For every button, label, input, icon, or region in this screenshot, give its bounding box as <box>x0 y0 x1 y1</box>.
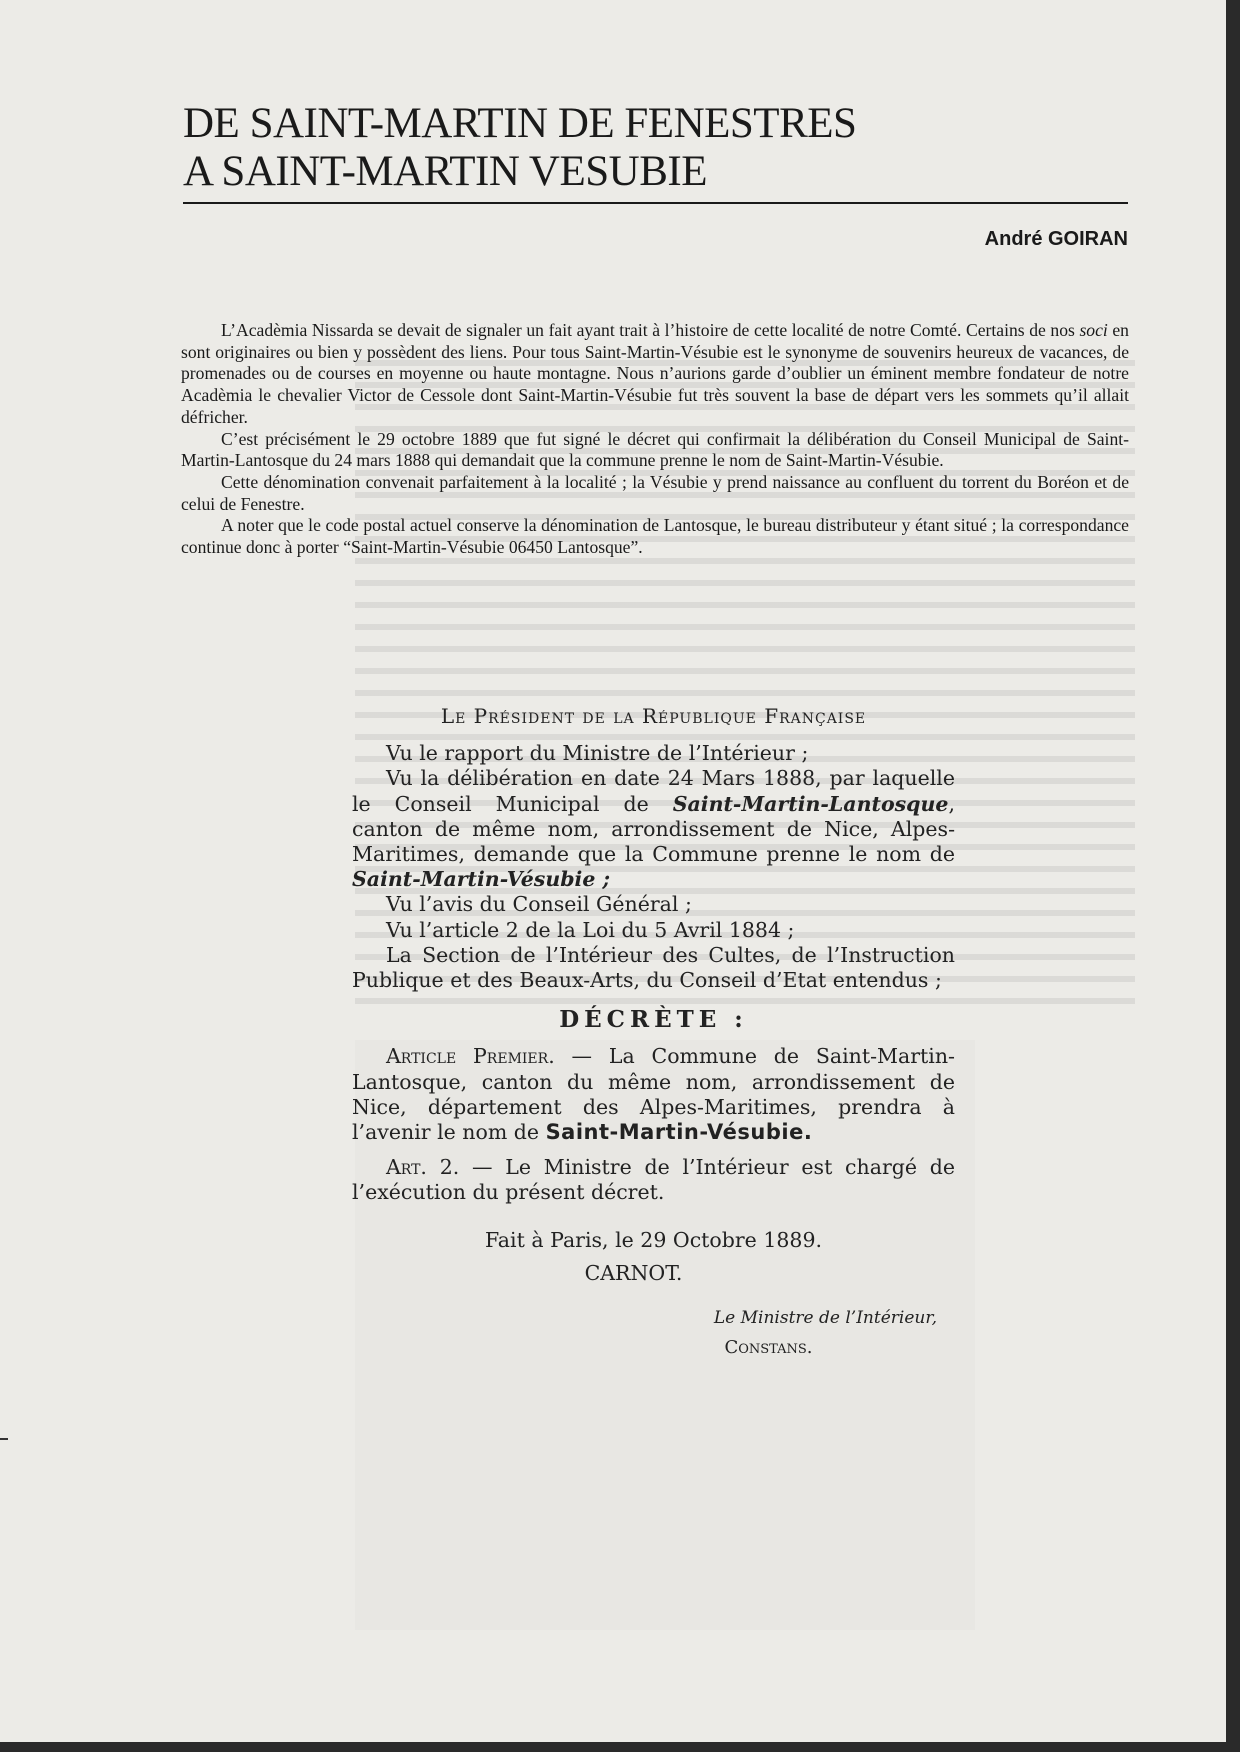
decree-vu-4: Vu l’article 2 de la Loi du 5 Avril 1884 ; <box>386 917 795 942</box>
decree-decrete: DÉCRÈTE : <box>559 1006 748 1034</box>
article-title <box>183 100 1103 196</box>
intro-paragraph-3: Cette dénomination convenait parfaitement à la localité ; la Vésubie y prend naissance au confluent du torrent du Boréon et de celui de Fenestre. <box>181 471 1129 514</box>
scan-edge-mark <box>0 1438 8 1440</box>
minister-name: Constans. <box>724 1337 813 1359</box>
decree-signature: CARNOT. <box>584 1260 683 1285</box>
decree-text <box>352 704 955 1360</box>
decree-vu-2-part1: Vu la délibération en date 24 Mars 1888, par laquelle le Conseil Municipal de <box>352 766 955 816</box>
intro-text <box>181 320 1129 559</box>
intro-p1-part2: en sont originaires ou bien y possèdent des liens. Pour tous Saint-Martin-Vésubie est le synonyme de souvenirs heureux de vacances, de promenades ou de courses en moyenne ou haute montagne. Nous n’aurions garde d’oublier un éminent membre fondateur de notre Acadèmia le chevalier Victor de Cessole dont Saint-Martin-Vésubie fut très souvent la base de départ vers les sommets qu’il allait défricher. <box>181 320 1129 427</box>
decree-vu-2-part2: , canton de même nom, arrondissement de Nice, Alpes-Maritimes, demande que la Commune prenne le nom de <box>352 791 955 867</box>
decree-date: Fait à Paris, le 29 Octobre 1889. <box>484 1227 823 1252</box>
decree-header: Le Président de la République Française <box>440 704 867 728</box>
decree-vu-1: Vu le rapport du Ministre de l’Intérieur ; <box>386 741 809 766</box>
decree-vu-2 <box>352 766 955 892</box>
decree-article-2-text: — Le Ministre de l’Intérieur est chargé de l’exécution du présent décret. <box>352 1155 956 1205</box>
title-rule <box>183 202 1128 204</box>
intro-p1-part1: L’Acadèmia Nissarda se devait de signaler un fait ayant trait à l’histoire de cette localité de notre Comté. Certains de nos <box>221 320 1080 340</box>
decree-article-1 <box>352 1044 955 1145</box>
intro-p1-soci: soci <box>1079 320 1108 340</box>
decree-article-1-label: Article Premier. <box>386 1044 555 1069</box>
author-name: André GOIRAN <box>984 228 1128 250</box>
decree-article-2 <box>352 1155 955 1205</box>
decree-old-name: Saint-Martin-Lantosque <box>672 791 949 816</box>
minister-title: Le Ministre de l’Intérieur, <box>713 1308 937 1329</box>
decree-article-1-name: Saint-Martin-Vésubie. <box>545 1120 813 1145</box>
decree-article-1-text: — La Commune de Saint-Martin-Lantosque, canton du même nom, arrondissement de Nice, département des Alpes-Maritimes, prendra à l’avenir le nom de <box>352 1044 955 1145</box>
scan-bottom-edge <box>0 1742 1240 1752</box>
decree-article-2-label: Art. 2. <box>386 1155 460 1180</box>
decree-vu-3: Vu l’avis du Conseil Général ; <box>386 892 692 917</box>
intro-paragraph-4: A noter que le code postal actuel conserve la dénomination de Lantosque, le bureau distributeur y étant situé ; la correspondance continue donc à porter “Saint-Martin-Vésubie 06450 Lantosque”. <box>181 515 1129 558</box>
intro-paragraph-1 <box>181 320 1129 429</box>
decree-vu-5: La Section de l’Intérieur des Cultes, de l’Instruction Publique et des Beaux-Arts, du Conseil d’Etat entendus ; <box>352 942 955 993</box>
title-line-2: A SAINT-MARTIN VESUBIE <box>183 148 707 195</box>
intro-paragraph-2: C’est précisément le 29 octobre 1889 que fut signé le décret qui confirmait la délibération du Conseil Municipal de Saint-Martin-Lantosque du 24 mars 1888 qui demandait que la commune prenne le nom de Saint-Martin-Vésubie. <box>181 428 1129 471</box>
decree-new-name: Saint-Martin-Vésubie ; <box>352 867 611 892</box>
title-line-1: DE SAINT-MARTIN DE FENESTRES <box>183 100 857 147</box>
